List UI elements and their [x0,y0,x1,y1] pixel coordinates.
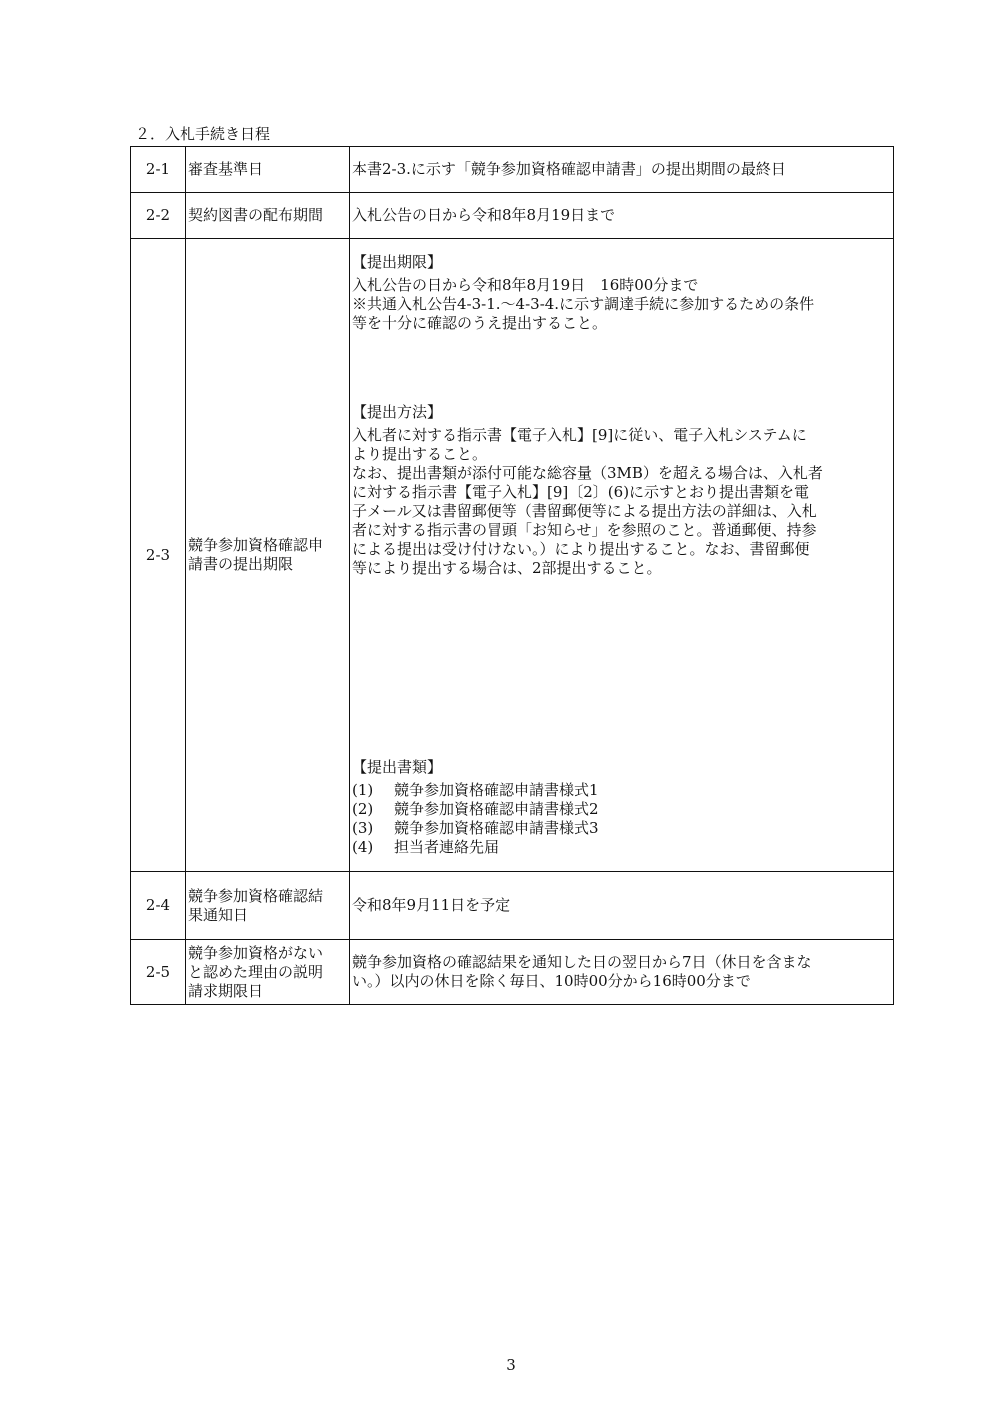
list-item-number: (4) [352,838,374,856]
row-item: 審査基準日 [186,147,350,193]
method-line: 入札者に対する指示書【電子入札】[9]に従い、電子入札システムに [352,426,807,444]
row-item-line: 競争参加資格がない [188,943,324,962]
row-item-line: と認めた理由の説明 [188,962,324,981]
list-item-text: 競争参加資格確認申請書様式1 [394,781,599,799]
method-header: 【提出方法】 [352,403,443,421]
list-item-text: 担当者連絡先届 [394,838,500,856]
deadline-line: ※共通入札公告4-3-1.～4-3-4.に示す調達手続に参加するための条件 [352,295,815,313]
row-item [186,940,350,1005]
spacer [352,333,891,403]
row-content [350,239,894,872]
row-item-line: 果通知日 [188,905,249,924]
row-content [350,940,894,1005]
list-item-text: 競争参加資格確認申請書様式3 [394,819,599,837]
row-item-line: 請求期限日 [188,981,264,1000]
table-row [131,940,894,1005]
row-item-line: 競争参加資格確認結 [188,886,324,905]
deadline-header: 【提出期限】 [352,253,443,271]
list-item [352,819,891,838]
method-line: 者に対する指示書の冒頭「お知らせ」を参照のこと。普通郵便、持参 [352,521,817,539]
method-line: に対する指示書【電子入札】[9]〔2〕(6)に示すとおり提出書類を電 [352,483,810,501]
table-row [131,193,894,239]
deadline-line: 等を十分に確認のうえ提出すること。 [352,314,608,332]
list-item-text: 競争参加資格確認申請書様式2 [394,800,599,818]
row-item [186,239,350,872]
table-row [131,872,894,940]
table-row [131,147,894,193]
row-item-line: 請書の提出期限 [188,555,294,573]
list-item [352,781,891,800]
row-item [186,872,350,940]
list-item [352,800,891,819]
method-line: 子メール又は書留郵便等（書留郵便等による提出方法の詳細は、入札 [352,502,817,520]
method-line: による提出は受け付けない。）により提出すること。なお、書留郵便 [352,540,810,558]
documents-header: 【提出書類】 [352,758,443,776]
list-item-number: (1) [352,781,374,799]
row-number: 2-2 [131,193,186,239]
row-content: 本書2-3.に示す「競争参加資格確認申請書」の提出期間の最終日 [350,147,894,193]
deadline-line: 入札公告の日から令和8年8月19日 16時00分まで [352,276,699,294]
row-item-line: 競争参加資格確認申 [188,536,324,554]
row-content-line: 競争参加資格の確認結果を通知した日の翌日から7日（休日を含まな [352,953,812,971]
row-number: 2-1 [131,147,186,193]
list-item-number: (2) [352,800,374,818]
schedule-table [130,146,894,1005]
list-item-number: (3) [352,819,374,837]
row-content: 入札公告の日から令和8年8月19日まで [350,193,894,239]
section-title: ２．入札手続き日程 [135,125,271,143]
row-number: 2-5 [131,940,186,1005]
method-line: 等により提出する場合は、2部提出すること。 [352,559,662,577]
row-item: 契約図書の配布期間 [186,193,350,239]
method-line: なお、提出書類が添付可能な総容量（3MB）を超える場合は、入札者 [352,464,823,482]
row-content: 令和8年9月11日を予定 [350,872,894,940]
row-number: 2-4 [131,872,186,940]
table-row [131,239,894,872]
list-item [352,838,891,857]
row-content-line: い。）以内の休日を除く毎日、10時00分から16時00分まで [352,972,751,990]
row-number: 2-3 [131,239,186,872]
page-number: 3 [506,1356,516,1374]
method-line: より提出すること。 [352,445,488,463]
spacer [352,578,891,758]
